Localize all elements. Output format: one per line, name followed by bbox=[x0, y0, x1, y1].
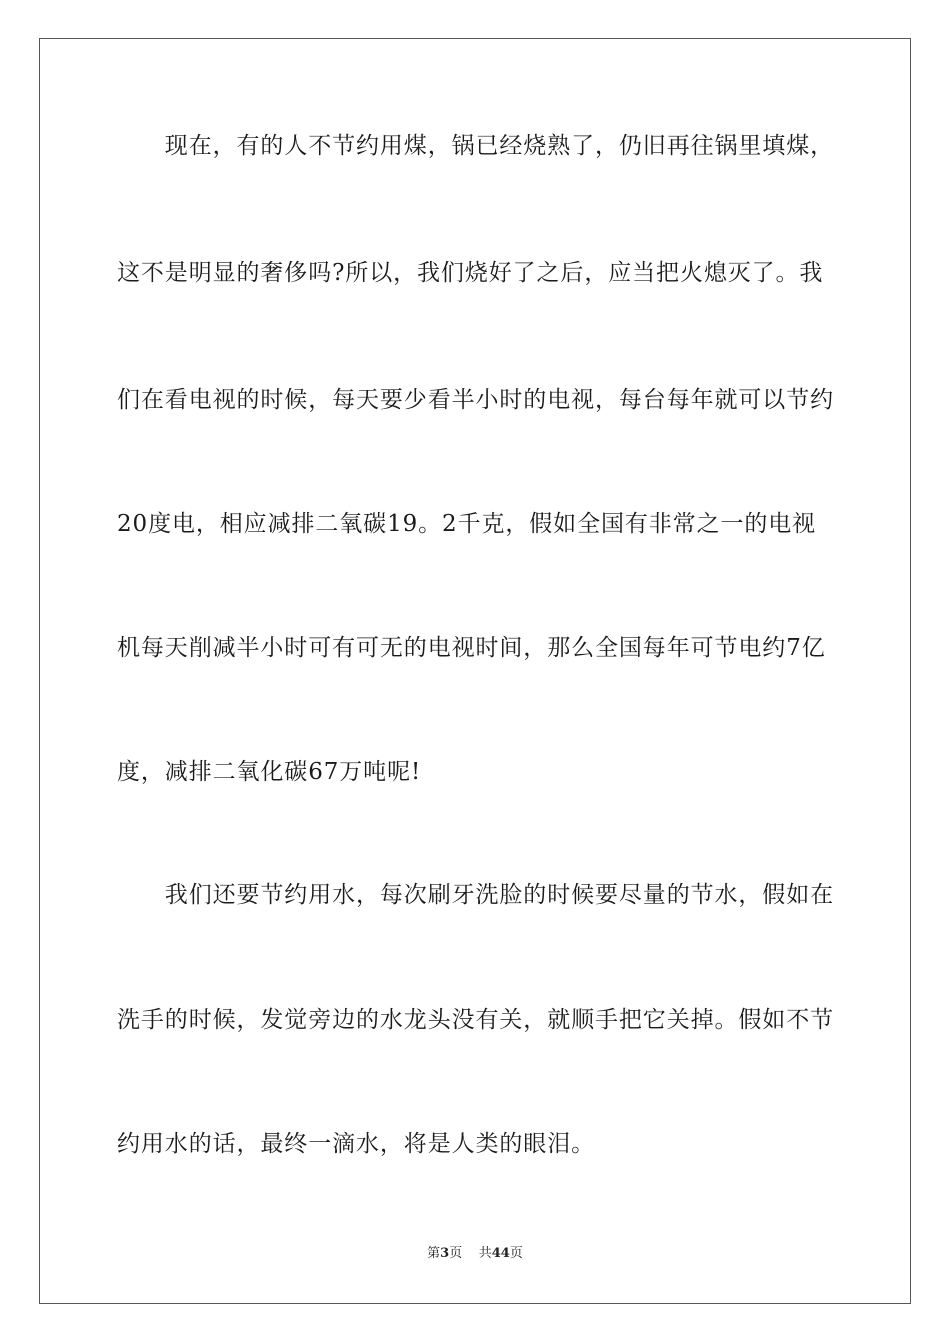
text-line-7: 我们还要节约用水，每次刷牙洗脸的时候要尽量的节水，假如在 bbox=[117, 882, 834, 908]
page-border bbox=[39, 38, 911, 1304]
total-pages-number: 44 bbox=[491, 1246, 510, 1261]
text-line-5: 机每天削减半小时可有可无的电视时间，那么全国每年可节电约7亿 bbox=[117, 635, 826, 661]
total-suffix: 页 bbox=[509, 1246, 523, 1261]
text-line-4: 20度电，相应减排二氧碳19。2千克，假如全国有非常之一的电视 bbox=[117, 511, 817, 537]
page-prefix: 第 bbox=[427, 1246, 441, 1261]
text-line-9: 约用水的话，最终一滴水，将是人类的眼泪。 bbox=[117, 1131, 595, 1157]
current-page-number: 3 bbox=[440, 1246, 450, 1261]
text-line-3: 们在看电视的时候，每天要少看半小时的电视，每台每年就可以节约 bbox=[117, 387, 834, 413]
page-suffix: 页 bbox=[449, 1246, 463, 1261]
text-line-8: 洗手的时候，发觉旁边的水龙头没有关，就顺手把它关掉。假如不节 bbox=[117, 1007, 834, 1033]
text-line-6: 度，减排二氧化碳67万吨呢! bbox=[117, 759, 422, 785]
total-prefix: 共 bbox=[478, 1246, 492, 1261]
text-line-1: 现在，有的人不节约用煤，锅已经烧熟了，仍旧再往锅里填煤， bbox=[117, 133, 834, 159]
page-footer bbox=[0, 1245, 950, 1263]
text-line-2: 这不是明显的奢侈吗?所以，我们烧好了之后，应当把火熄灭了。我 bbox=[117, 260, 824, 286]
